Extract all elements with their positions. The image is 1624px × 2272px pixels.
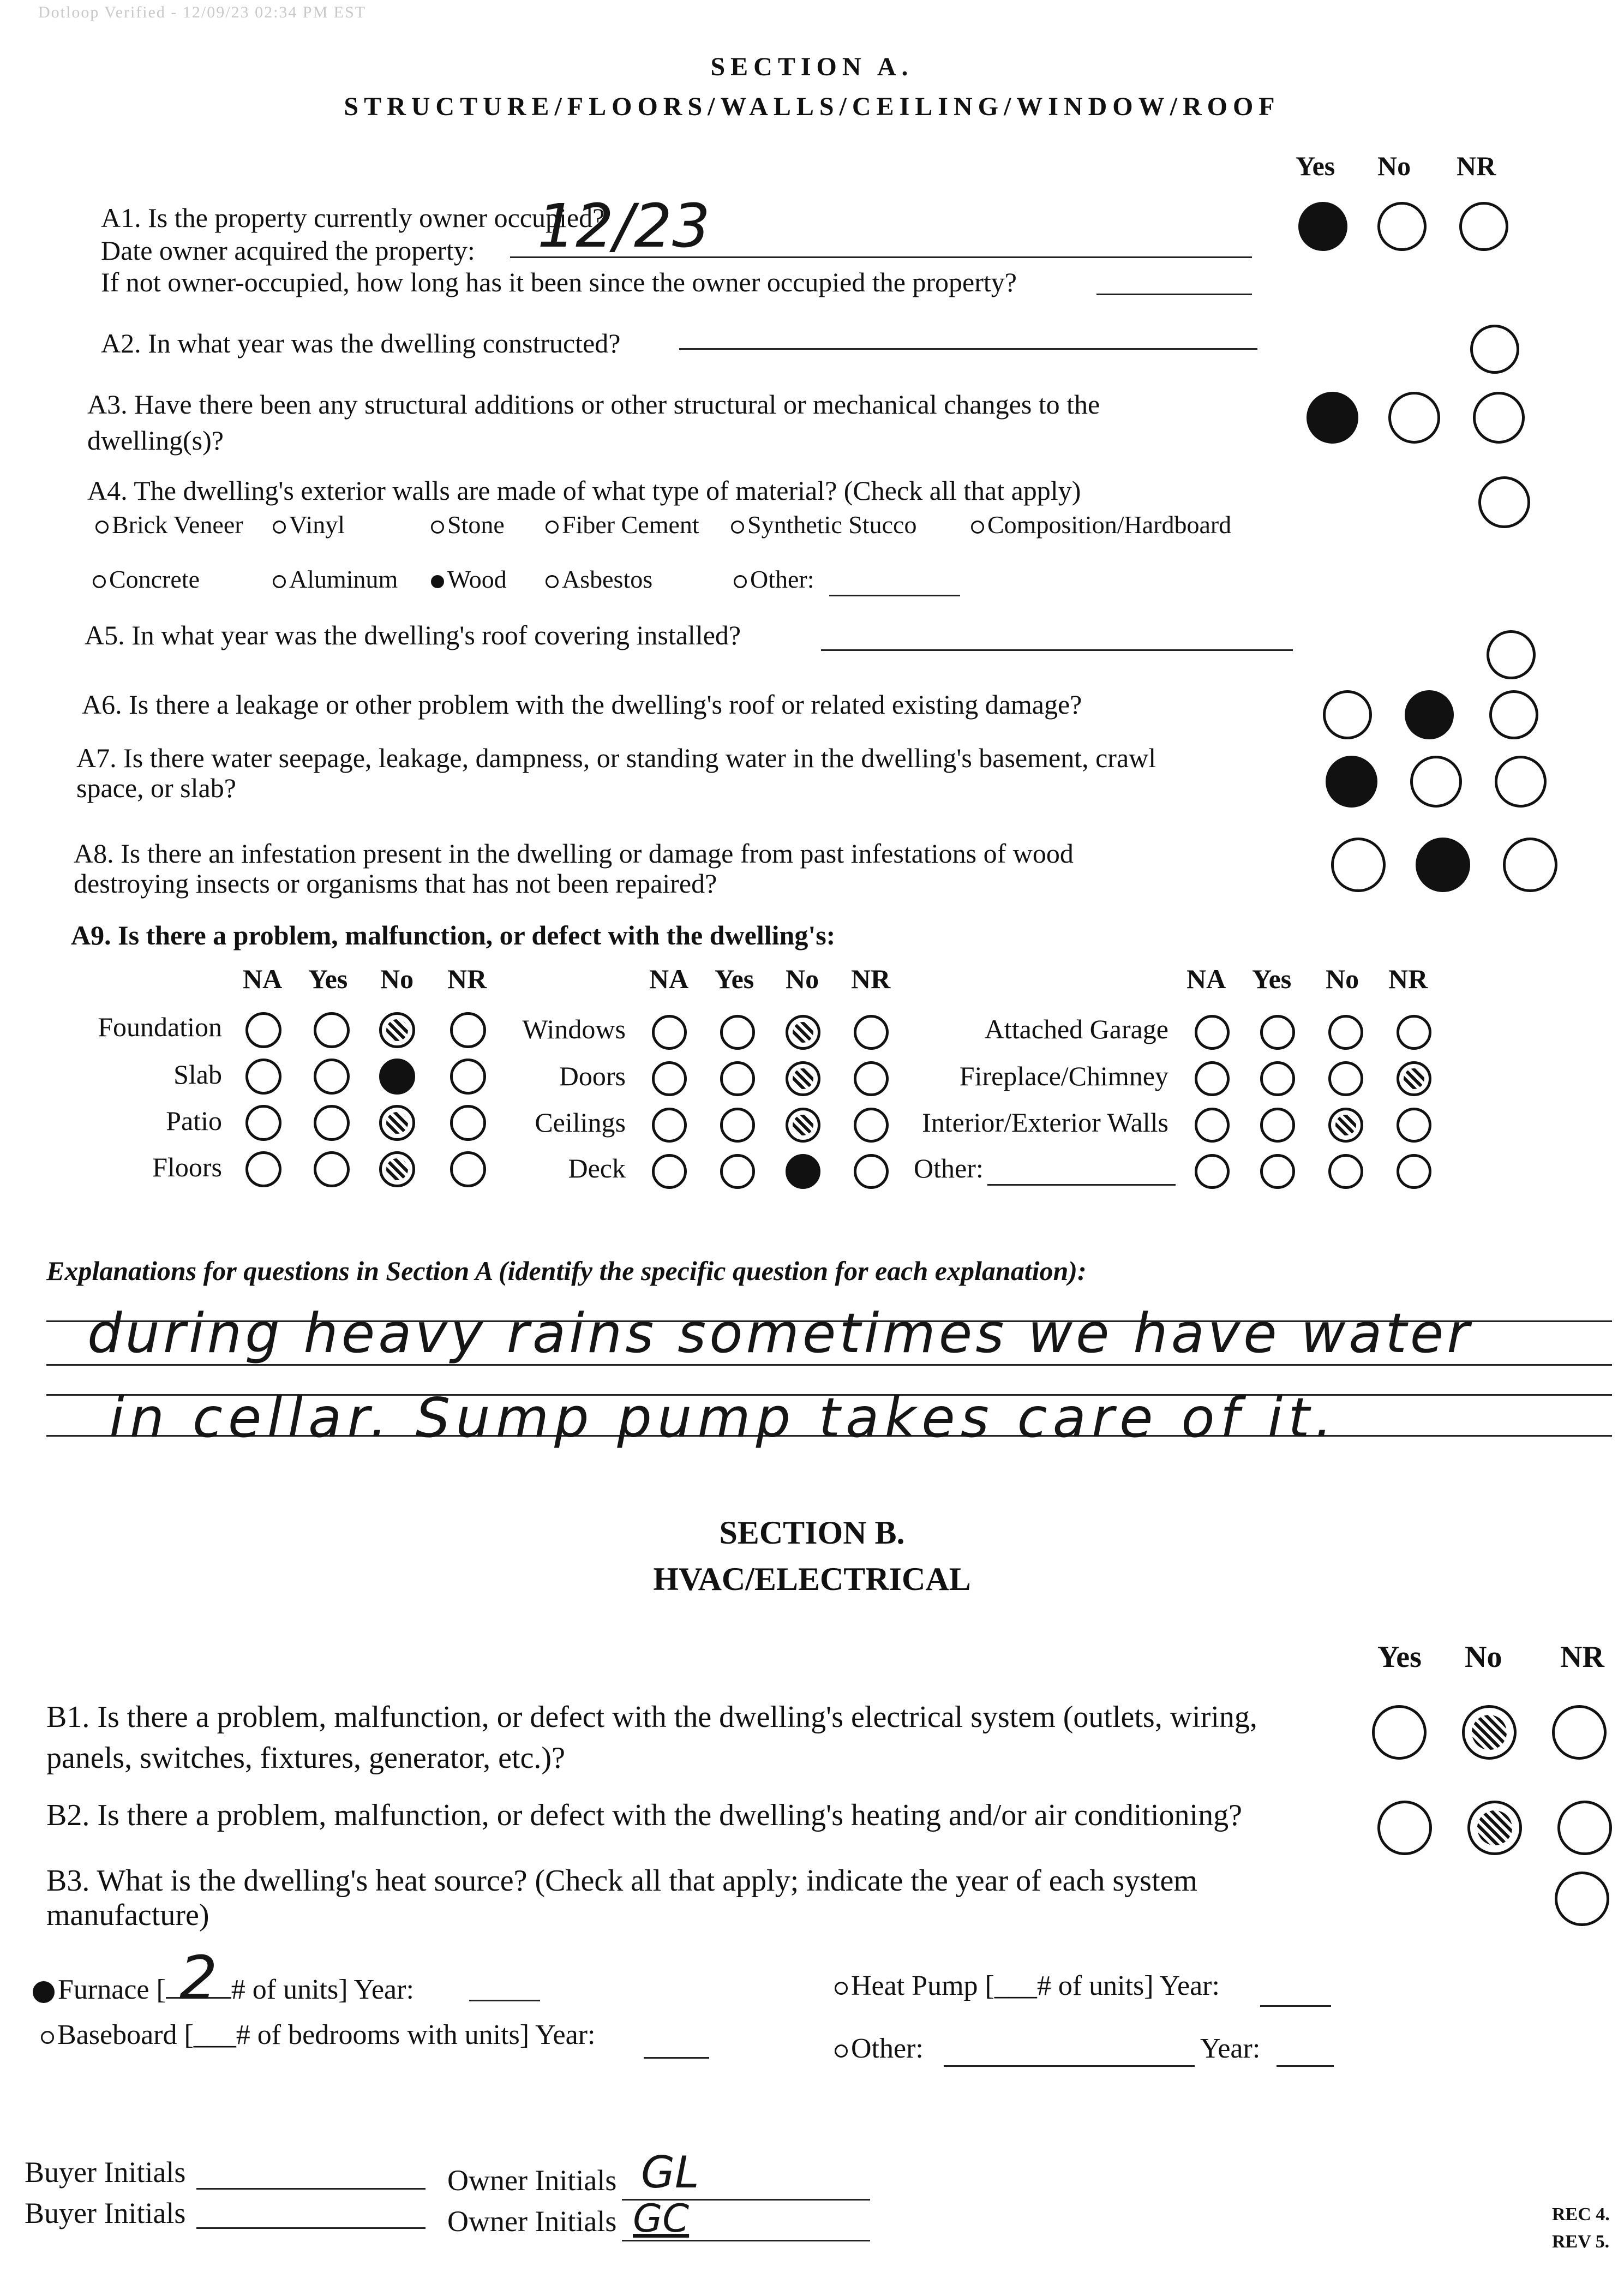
a1-yes-radio[interactable] (1298, 202, 1347, 251)
b3-option-baseboard[interactable]: Baseboard [___# of bedrooms with units] Year: (41, 2019, 595, 2051)
question-a8: A8. Is there an infestation present in the dwelling or damage from past infestations of wood (74, 838, 1074, 869)
a9-g2-header-yes: Yes (715, 964, 754, 994)
other-heat-field[interactable] (944, 2065, 1195, 2067)
a4-option-asbestos[interactable]: Asbestos (546, 565, 652, 594)
b3-nr-radio[interactable] (1555, 1872, 1609, 1926)
question-a3-cont: dwelling(s)? (87, 425, 224, 456)
a7-yes-radio[interactable] (1326, 756, 1377, 808)
a9-fireplace-nr[interactable] (1397, 1061, 1431, 1096)
a4-option-other[interactable]: Other: (734, 565, 814, 594)
section-a-title: SECTION A. (710, 52, 914, 81)
composition-checkbox[interactable] (971, 521, 984, 534)
col-header-no: No (1377, 151, 1411, 181)
a9-garage-nr[interactable] (1397, 1015, 1431, 1050)
vinyl-checkbox[interactable] (273, 521, 286, 534)
b1-no-radio[interactable] (1462, 1705, 1517, 1760)
a9-deck-yes[interactable] (720, 1154, 755, 1189)
buyer-initials-label-2: Buyer Initials (25, 2197, 186, 2229)
question-b3-cont: manufacture) (46, 1898, 209, 1932)
a5-nr-radio[interactable] (1487, 630, 1536, 679)
a9-walls-na[interactable] (1195, 1108, 1230, 1143)
question-a7: A7. Is there water seepage, leakage, dampness, or standing water in the dwelling's basement, crawl (76, 743, 1156, 773)
baseboard-year-field[interactable] (644, 2057, 709, 2059)
a9-label-windows: Windows (522, 1014, 626, 1044)
question-b2: B2. Is there a problem, malfunction, or defect with the dwelling's heating and/or air conditioning? (46, 1798, 1242, 1832)
form-code: REC 4. (1552, 2204, 1610, 2225)
a9-label-deck: Deck (568, 1153, 626, 1183)
furnace-year-field[interactable] (469, 2000, 540, 2001)
a9-label-walls: Interior/Exterior Walls (922, 1107, 1168, 1138)
baseboard-checkbox[interactable] (41, 2031, 54, 2044)
furnace-checkbox[interactable] (33, 1981, 55, 2003)
b3-year-label: Year: (1200, 2033, 1261, 2064)
brick-veneer-checkbox[interactable] (95, 521, 109, 534)
other-year-field[interactable] (1277, 2065, 1334, 2067)
a6-yes-radio[interactable] (1323, 690, 1372, 739)
other-material-checkbox[interactable] (734, 575, 747, 588)
a9-garage-yes[interactable] (1260, 1015, 1295, 1050)
a4-option-vinyl[interactable]: Vinyl (273, 510, 345, 539)
a9-g3-header-yes: Yes (1252, 964, 1292, 994)
a9-other-no[interactable] (1328, 1154, 1363, 1189)
a9-other-field[interactable] (987, 1184, 1176, 1186)
a2-year-field[interactable] (679, 348, 1257, 350)
other-heat-checkbox[interactable] (835, 2044, 848, 2058)
a9-other-na[interactable] (1195, 1154, 1230, 1189)
a2-nr-radio[interactable] (1470, 325, 1519, 374)
question-b3: B3. What is the dwelling's heat source? (Check all that apply; indicate the year of each system (46, 1864, 1197, 1898)
a9-foundation-nr[interactable] (450, 1012, 486, 1048)
a4-option-stone[interactable]: Stone (431, 510, 505, 539)
a9-g1-header-nr: NR (447, 964, 487, 994)
a9-g1-header-yes: Yes (308, 964, 348, 994)
stone-checkbox[interactable] (431, 521, 444, 534)
explanation-text-2: in cellar. Sump pump takes care of it. (109, 1386, 1338, 1450)
buyer-initials-field-1[interactable] (196, 2188, 426, 2190)
a9-label-ceilings: Ceilings (535, 1107, 626, 1138)
question-a9: A9. Is there a problem, malfunction, or defect with the dwelling's: (71, 920, 836, 950)
a9-floors-na[interactable] (245, 1151, 281, 1187)
question-a5: A5. In what year was the dwelling's roof covering installed? (85, 620, 741, 650)
question-a4: A4. The dwelling's exterior walls are made of what type of material? (Check all that apply) (87, 475, 1081, 506)
asbestos-checkbox[interactable] (546, 575, 559, 588)
a9-g2-header-no: No (786, 964, 819, 994)
section-a-subtitle: STRUCTURE/FLOORS/WALLS/CEILING/WINDOW/ROOF (344, 92, 1280, 121)
a4-option-concrete[interactable]: Concrete (93, 565, 200, 594)
question-a7-cont: space, or slab? (76, 773, 236, 803)
buyer-initials-field-2[interactable] (196, 2227, 426, 2229)
a9-label-slab: Slab (173, 1059, 222, 1090)
heat-pump-year-field[interactable] (1260, 2005, 1331, 2007)
a9-walls-no[interactable] (1328, 1108, 1363, 1143)
a9-g3-header-nr: NR (1388, 964, 1428, 994)
a9-patio-no[interactable] (379, 1105, 415, 1141)
a8-yes-radio[interactable] (1331, 838, 1386, 892)
a9-walls-nr[interactable] (1397, 1108, 1431, 1143)
a4-nr-radio[interactable] (1478, 476, 1530, 528)
a9-doors-yes[interactable] (720, 1061, 755, 1096)
form-revision: REV 5. (1552, 2232, 1610, 2252)
a4-option-fiber-cement[interactable]: Fiber Cement (546, 510, 699, 539)
a9-slab-yes[interactable] (314, 1059, 350, 1095)
wood-checkbox[interactable] (431, 575, 444, 588)
a9-fireplace-no[interactable] (1328, 1061, 1363, 1096)
a7-no-radio[interactable] (1410, 756, 1462, 808)
a9-label-patio: Patio (166, 1105, 222, 1136)
concrete-checkbox[interactable] (93, 575, 106, 588)
heat-pump-checkbox[interactable] (835, 1982, 848, 1995)
buyer-initials-label-1: Buyer Initials (25, 2156, 186, 2189)
b2-no-radio[interactable] (1467, 1801, 1522, 1855)
a8-no-radio[interactable] (1416, 838, 1470, 892)
a8-nr-radio[interactable] (1503, 838, 1557, 892)
a4-option-composition[interactable]: Composition/Hardboard (971, 510, 1231, 539)
a3-no-radio[interactable] (1388, 392, 1440, 444)
question-a3: A3. Have there been any structural additions or other structural or mechanical changes to the (87, 389, 1100, 420)
a9-ceilings-no[interactable] (786, 1108, 820, 1143)
a4-option-wood[interactable]: Wood (431, 565, 507, 594)
a9-patio-nr[interactable] (450, 1105, 486, 1141)
a9-slab-no[interactable] (379, 1059, 415, 1095)
a9-label-floors: Floors (152, 1152, 222, 1182)
a9-floors-nr[interactable] (450, 1151, 486, 1187)
explanation-text-1: during heavy rains sometimes we have water (87, 1301, 1473, 1365)
a1-date-label: Date owner acquired the property: (101, 235, 475, 266)
question-b1-cont: panels, switches, fixtures, generator, etc.)? (46, 1741, 565, 1775)
a9-other-yes[interactable] (1260, 1154, 1295, 1189)
a4-option-aluminum[interactable]: Aluminum (273, 565, 398, 594)
a9-doors-no[interactable] (786, 1061, 820, 1096)
a9-windows-na[interactable] (652, 1015, 687, 1050)
a9-ceilings-yes[interactable] (720, 1108, 755, 1143)
question-b1: B1. Is there a problem, malfunction, or defect with the dwelling's electrical system (outlets, wiring, (46, 1700, 1257, 1734)
a1-nr-radio[interactable] (1459, 202, 1508, 251)
b1-nr-radio[interactable] (1552, 1705, 1607, 1760)
a4-option-brick-veneer[interactable]: Brick Veneer (95, 510, 243, 539)
a9-doors-na[interactable] (652, 1061, 687, 1096)
a1-not-owner-field[interactable] (1096, 294, 1252, 295)
b1-yes-radio[interactable] (1372, 1705, 1427, 1760)
a9-floors-no[interactable] (379, 1151, 415, 1187)
a9-deck-nr[interactable] (854, 1154, 889, 1189)
owner-initials-label-2: Owner Initials (447, 2205, 617, 2238)
a9-ceilings-nr[interactable] (854, 1108, 889, 1143)
b-col-header-no: No (1465, 1640, 1502, 1674)
a9-fireplace-na[interactable] (1195, 1061, 1230, 1096)
aluminum-checkbox[interactable] (273, 575, 286, 588)
a9-label-other: Other: (914, 1153, 984, 1183)
a9-g3-header-na: NA (1186, 964, 1226, 994)
a4-other-field[interactable] (829, 595, 960, 596)
section-b-subtitle: HVAC/ELECTRICAL (653, 1561, 971, 1597)
a7-nr-radio[interactable] (1495, 756, 1547, 808)
b3-option-furnace[interactable]: Furnace [ 2 # of units] Year: (33, 1959, 414, 2006)
b-col-header-nr: NR (1560, 1640, 1604, 1674)
question-a6: A6. Is there a leakage or other problem with the dwelling's roof or related existing damage? (82, 689, 1082, 720)
a6-nr-radio[interactable] (1489, 690, 1538, 739)
furnace-units-value: 2 (166, 1959, 231, 1999)
a3-nr-radio[interactable] (1473, 392, 1525, 444)
a9-windows-no[interactable] (786, 1015, 820, 1050)
b3-option-other[interactable]: Other: (835, 2032, 924, 2065)
section-b-title: SECTION B. (719, 1515, 905, 1551)
a1-not-owner-label: If not owner-occupied, how long has it been since the owner occupied the property? (101, 267, 1017, 297)
b-col-header-yes: Yes (1377, 1640, 1422, 1674)
a9-fireplace-yes[interactable] (1260, 1061, 1295, 1096)
a1-no-radio[interactable] (1377, 202, 1427, 251)
a9-ceilings-na[interactable] (652, 1108, 687, 1143)
owner-initials-value-2: GC (633, 2196, 690, 2241)
question-a2: A2. In what year was the dwelling constructed? (101, 328, 621, 358)
a9-deck-no[interactable] (786, 1154, 820, 1189)
a9-foundation-na[interactable] (245, 1012, 281, 1048)
owner-initials-label-1: Owner Initials (447, 2164, 617, 2197)
a9-doors-nr[interactable] (854, 1061, 889, 1096)
owner-initials-value-1: GL (641, 2147, 699, 2198)
a9-walls-yes[interactable] (1260, 1108, 1295, 1143)
a9-deck-na[interactable] (652, 1154, 687, 1189)
a5-year-field[interactable] (821, 649, 1293, 651)
a3-yes-radio[interactable] (1307, 392, 1358, 444)
b3-option-heat-pump[interactable]: Heat Pump [___# of units] Year: (835, 1970, 1220, 2002)
a9-windows-yes[interactable] (720, 1015, 755, 1050)
question-a1: A1. Is the property currently owner occupied? (101, 202, 605, 233)
explanations-label: Explanations for questions in Section A (identify the specific question for each explanation): (46, 1255, 1087, 1286)
a9-slab-nr[interactable] (450, 1059, 486, 1095)
synthetic-stucco-checkbox[interactable] (731, 521, 744, 534)
a9-patio-na[interactable] (245, 1105, 281, 1141)
a9-g2-header-nr: NR (851, 964, 891, 994)
a9-label-attached-garage: Attached Garage (984, 1014, 1168, 1044)
a1-date-value: 12/23 (537, 191, 711, 261)
a9-patio-yes[interactable] (314, 1105, 350, 1141)
a9-label-foundation: Foundation (98, 1012, 222, 1042)
a9-other-nr[interactable] (1397, 1154, 1431, 1189)
col-header-yes: Yes (1296, 151, 1335, 181)
a9-garage-na[interactable] (1195, 1015, 1230, 1050)
b2-nr-radio[interactable] (1557, 1801, 1612, 1855)
col-header-nr: NR (1457, 151, 1496, 181)
a9-label-fireplace: Fireplace/Chimney (959, 1061, 1168, 1091)
a9-foundation-yes[interactable] (314, 1012, 350, 1048)
a9-g1-header-na: NA (243, 964, 283, 994)
a9-floors-yes[interactable] (314, 1151, 350, 1187)
a9-foundation-no[interactable] (379, 1012, 415, 1048)
a6-no-radio[interactable] (1405, 690, 1454, 739)
a9-slab-na[interactable] (245, 1059, 281, 1095)
a9-g2-header-na: NA (649, 964, 689, 994)
a9-windows-nr[interactable] (854, 1015, 889, 1050)
a9-g1-header-no: No (380, 964, 414, 994)
fiber-cement-checkbox[interactable] (546, 521, 559, 534)
a9-g3-header-no: No (1326, 964, 1359, 994)
a4-option-synthetic-stucco[interactable]: Synthetic Stucco (731, 510, 916, 539)
b2-yes-radio[interactable] (1377, 1801, 1432, 1855)
document-id: Dotloop Verified - 12/09/23 02:34 PM EST (38, 3, 367, 21)
question-a8-cont: destroying insects or organisms that has not been repaired? (74, 868, 717, 899)
a9-garage-no[interactable] (1328, 1015, 1363, 1050)
a9-label-doors: Doors (559, 1061, 626, 1091)
